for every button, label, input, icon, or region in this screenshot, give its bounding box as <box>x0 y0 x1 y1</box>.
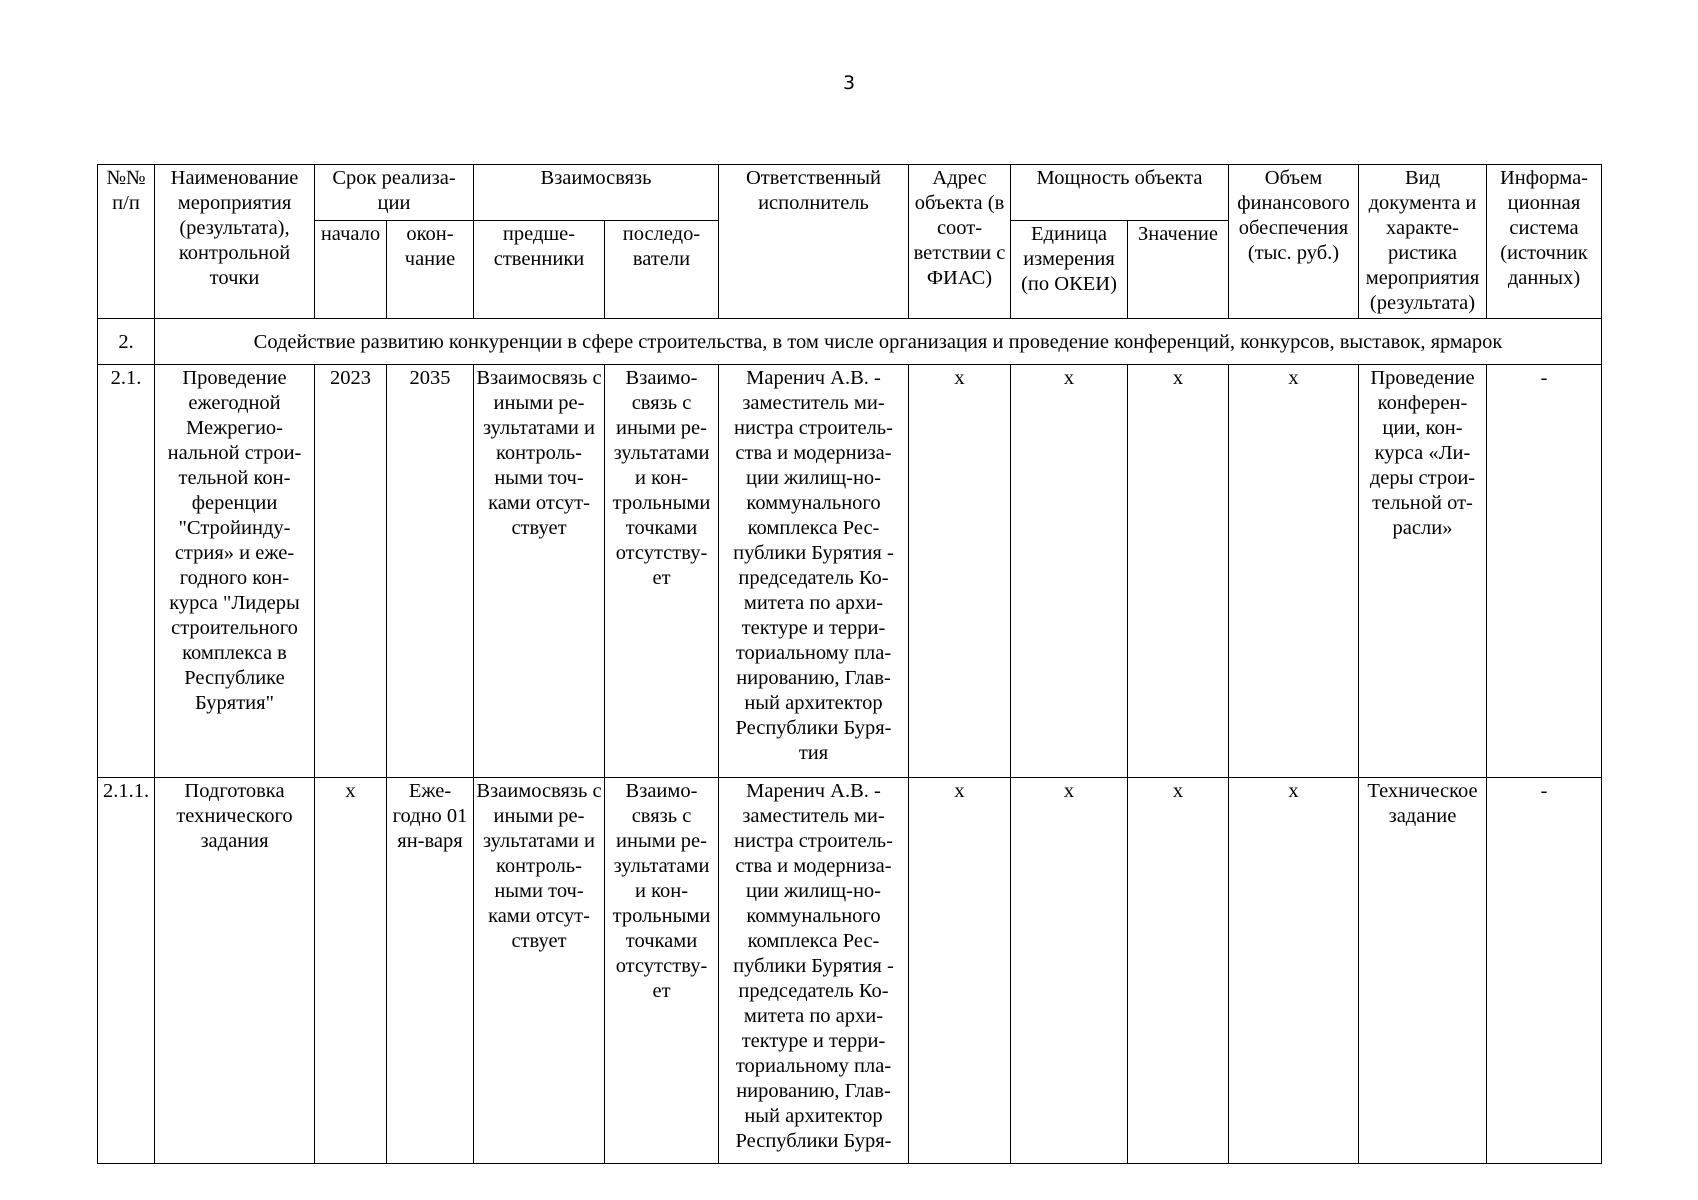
row-unit: х <box>1011 778 1128 1164</box>
row-name: Подготовка технического задания <box>155 778 315 1164</box>
row-address: х <box>909 778 1011 1164</box>
header-doc-type: Вид документа и характе-ристика мероприятия (результата) <box>1359 165 1487 319</box>
row-funding: х <box>1229 365 1359 778</box>
header-name: Наименование мероприятия (результата), контрольной точки <box>155 165 315 319</box>
row-info-system: - <box>1487 365 1602 778</box>
header-period: Срок реализа-ции <box>315 165 474 221</box>
row-name: Проведение ежегодной Межрегио-нальной строи-тельной кон-ференции "Стройинду-стрия» и еже-годного кон-курса "Лидеры строительного комплекса в Республике Бурятия" <box>155 365 315 778</box>
header-capacity: Мощность объекта <box>1011 165 1229 221</box>
header-responsible: Ответственный исполнитель <box>719 165 909 319</box>
header-address: Адрес объекта (в соот-ветствии с ФИАС) <box>909 165 1011 319</box>
row-successors: Взаимо-связь с иными ре-зультатами и кон-трольными точками отсутству-ет <box>605 365 719 778</box>
plan-table <box>97 164 1602 1164</box>
row-start: 2023 <box>315 365 387 778</box>
table-row <box>98 365 1602 778</box>
row-end: 2035 <box>387 365 474 778</box>
section-title: Содействие развитию конкуренции в сфере строительства, в том числе организация и проведение конференций, конкурсов, выставок, ярмарок <box>155 319 1602 365</box>
section-row <box>98 319 1602 365</box>
row-funding: х <box>1229 778 1359 1164</box>
header-info-system: Информа-ционная система (источник данных) <box>1487 165 1602 319</box>
row-end: Еже-годно 01 ян-варя <box>387 778 474 1164</box>
row-value: х <box>1128 778 1229 1164</box>
header-value: Значение <box>1128 221 1229 319</box>
header-predecessors: предше-ственники <box>474 221 605 319</box>
row-value: х <box>1128 365 1229 778</box>
header-num: №№ п/п <box>98 165 155 319</box>
row-predecessors: Взаимосвязь с иными ре-зультатами и контроль-ными точ-ками отсут-ствует <box>474 365 605 778</box>
row-address: х <box>909 365 1011 778</box>
header-end: окон-чание <box>387 221 474 319</box>
header-funding: Объем финансового обеспечения (тыс. руб.) <box>1229 165 1359 319</box>
row-successors: Взаимо-связь с иными ре-зультатами и кон-трольными точками отсутству-ет <box>605 778 719 1164</box>
row-predecessors: Взаимосвязь с иными ре-зультатами и контроль-ными точ-ками отсут-ствует <box>474 778 605 1164</box>
header-successors: последо-ватели <box>605 221 719 319</box>
row-info-system: - <box>1487 778 1602 1164</box>
row-responsible: Маренич А.В. - заместитель ми-нистра строитель-ства и модерниза-ции жилищ-но-коммунального комплекса Рес-публики Бурятия - председатель Ко-митета по архи-тектуре и терри-ториальному пла-нированию, Глав-ный архитектор Республики Буря-тия <box>719 365 909 778</box>
table-row <box>98 778 1602 1164</box>
section-num: 2. <box>98 319 155 365</box>
header-row-top <box>98 165 1602 221</box>
header-relation: Взаимосвязь <box>474 165 719 221</box>
row-start: х <box>315 778 387 1164</box>
row-doc-type: Проведение конферен-ции, кон-курса «Ли-деры строи-тельной от-расли» <box>1359 365 1487 778</box>
row-num: 2.1.1. <box>98 778 155 1164</box>
header-start: начало <box>315 221 387 319</box>
header-unit: Единица измерения (по ОКЕИ) <box>1011 221 1128 319</box>
row-unit: х <box>1011 365 1128 778</box>
row-doc-type: Техническое задание <box>1359 778 1487 1164</box>
row-num: 2.1. <box>98 365 155 778</box>
row-responsible: Маренич А.В. - заместитель ми-нистра строитель-ства и модерниза-ции жилищ-но-коммунального комплекса Рес-публики Бурятия - председатель Ко-митета по архи-тектуре и терри-ториальному пла-нированию, Глав-ный архитектор Республики Буря- <box>719 778 909 1164</box>
page-number: 3 <box>842 72 856 94</box>
